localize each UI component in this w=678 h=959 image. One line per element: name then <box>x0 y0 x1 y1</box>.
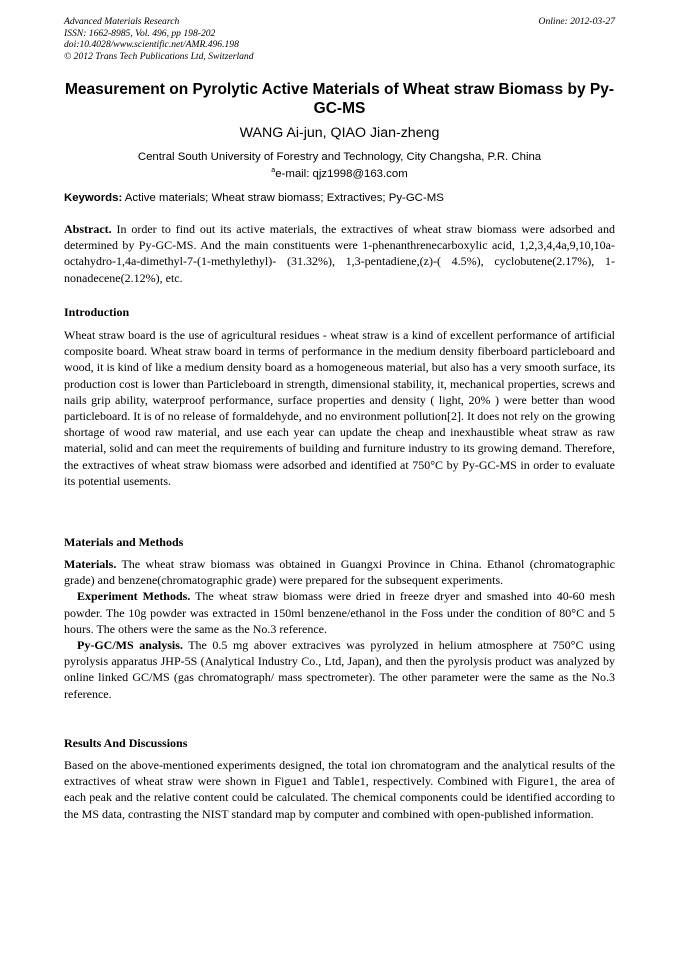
journal-name: Advanced Materials Research <box>64 16 180 27</box>
keywords-text: Active materials; Wheat straw biomass; Extractives; Py-GC-MS <box>124 192 444 204</box>
pygcms-label: Py-GC/MS analysis. <box>77 638 183 653</box>
introduction-heading: Introduction <box>64 305 130 319</box>
abstract <box>64 221 615 286</box>
abstract-label: Abstract. <box>64 222 112 236</box>
pygcms-text: The 0.5 mg abover extracives was pyrolyzed in helium atmosphere at 750°C using pyrolysis apparatus JHP-5S (Analytical Industry Co., Ltd, Japan), and then the pyrolysis product was analyzed by online linked GC/MS (gas chromatograph/ mass spectrometer). The other parameter were the same as the No.3 reference. <box>64 638 615 701</box>
pygcms-paragraph <box>64 637 615 702</box>
keywords <box>64 192 615 204</box>
online-date: Online: 2012-03-27 <box>538 16 615 27</box>
materials-text: The wheat straw biomass was obtained in Guangxi Province in China. Ethanol (chromatographic grade) and benzene(chromatographic grade) were prepared for the subsequent experiments. <box>64 557 615 588</box>
experiment-text: The wheat straw biomass were dried in freeze dryer and smashed into 40-60 mesh powder. The 10g powder was extracted in 150ml benzene/ethanol in the Foss under the condition of 80°C and 5 hours. The others were the same as the No.3 reference. <box>64 589 615 636</box>
results-body <box>64 757 615 822</box>
experiment-paragraph <box>64 588 615 637</box>
introduction-text: Wheat straw board is the use of agricultural residues - wheat straw is a kind of excellent performance of artificial composite board. Wheat straw board in terms of performance in the medium density fiberboard particleboard and wood, it is kind of like a medium density board as a homogeneous material, but also has a very smooth surface, its production cost is lower than Particleboard in strength, dimensional stability, it, mechanical properties, screws and nails grip ability, waterproof performance, surface properties and density ( light, 20% ) were better than wood particleboard. It is of no release of formaldehyde, and no environment pollution[2]. It does not rely on the growing shortage of wood raw material, and use each year can update the cheap and inexhaustible wheat straw as raw material, solid and can meet the requirements of building and furniture industry to its growing demand. Therefore, the extractives of wheat straw biomass were adsorbed and identified at 750°C by Py-GC-MS in order to evaluate its potential usements. <box>64 328 615 488</box>
paper-authors: WANG Ai-jun, QIAO Jian-zheng <box>239 125 440 141</box>
materials-paragraph <box>64 556 615 588</box>
email-superscript: a <box>271 167 276 174</box>
affiliation-name: Central South University of Forestry and Technology, City Changsha, P.R. China <box>137 151 542 163</box>
issn-line: ISSN: 1662-8985, Vol. 496, pp 198-202 <box>64 27 216 39</box>
email-line <box>64 164 615 181</box>
methods-body <box>64 556 615 702</box>
results-text: Based on the above-mentioned experiments designed, the total ion chromatogram and the analytical results of the extractives of wheat straw were shown in Figue1 and Table1, respectively. Combined with Figure1, the area of each peak and the relative content could be calculated. The chemical components could be identified according to the MS data, contrasting the NIST standard map by computer and combined with open-published information. <box>64 758 615 821</box>
introduction-body <box>64 327 615 489</box>
keywords-label: Keywords: <box>64 192 123 204</box>
affiliation <box>64 150 615 181</box>
doi-line: doi:10.4028/www.scientific.net/AMR.496.198 <box>64 39 239 51</box>
experiment-label: Experiment Methods. <box>77 589 191 604</box>
methods-heading: Materials and Methods <box>64 535 184 549</box>
paper-title: Measurement on Pyrolytic Active Materials of Wheat straw Biomass by Py-GC-MS <box>65 81 614 117</box>
results-heading: Results And Discussions <box>64 736 188 750</box>
abstract-text: In order to find out its active materials, the extractives of wheat straw biomass were adsorbed and determined by Py-GC-MS. And the main constituents were 1-phenanthrenecarboxylic acid, 1,2,3,4,4a,9,10,10a-octahydro-1,4a-dimethyl-7-(1-methylethyl)- (31.32%), 1,3-pentadiene,(z)-( 4.5%), cyclobutene(2.17%), 1-nonadecene(2.12%), etc. <box>64 222 616 285</box>
email-address: e-mail: qjz1998@163.com <box>275 167 408 180</box>
materials-label: Materials. <box>64 557 117 571</box>
copyright-line: © 2012 Trans Tech Publications Ltd, Switzerland <box>64 50 254 62</box>
journal-header <box>64 16 254 62</box>
